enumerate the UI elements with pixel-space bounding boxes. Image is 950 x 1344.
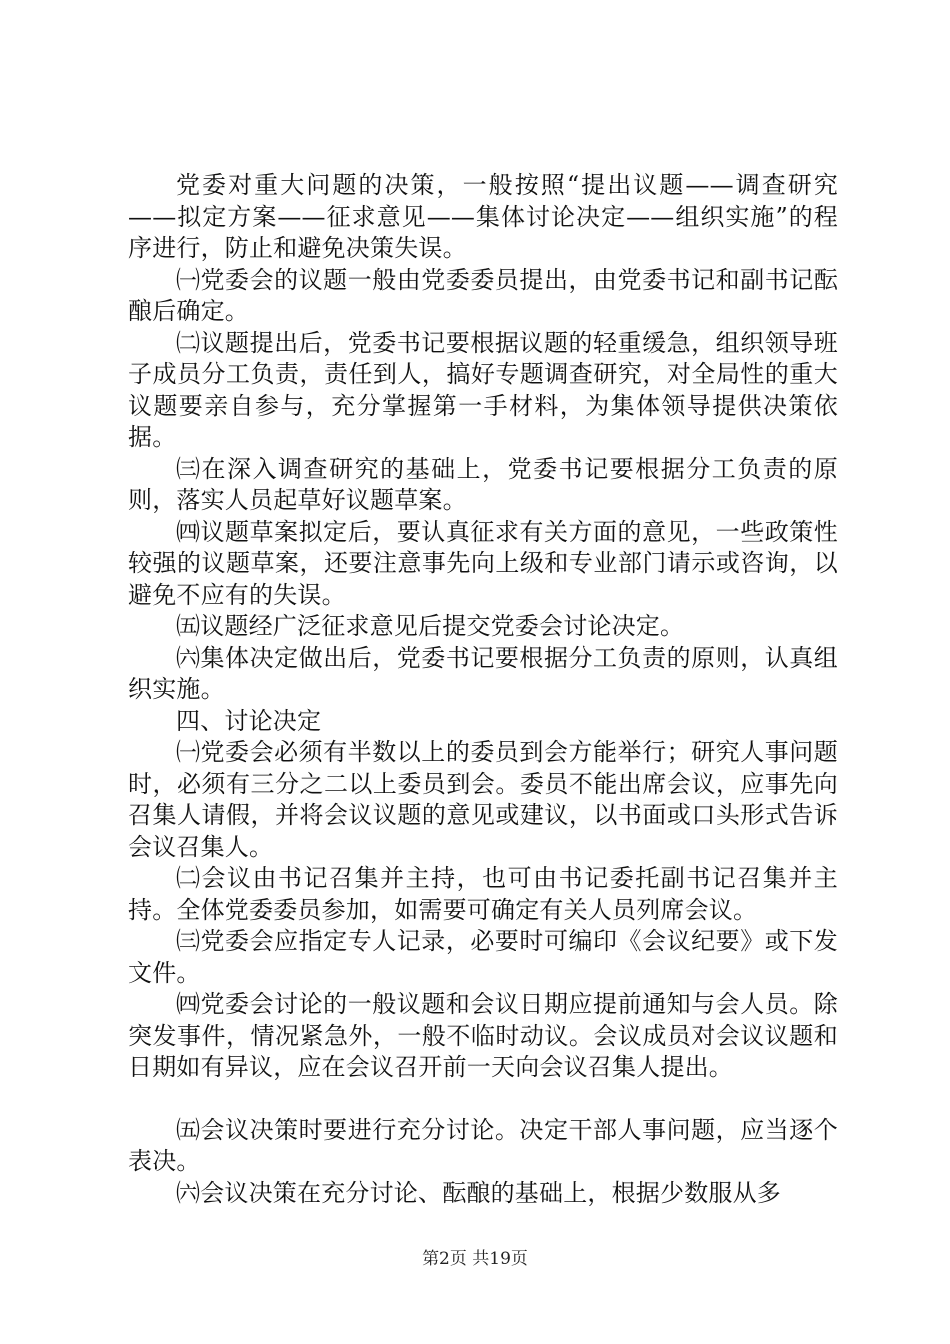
paragraph: ㈡会议由书记召集并主持，也可由书记委托副书记召集并主持。全体党委委员参加，如需要可确定有关人员列席会议。 bbox=[128, 864, 838, 924]
document-body bbox=[128, 170, 838, 1209]
paragraph: 党委对重大问题的决策，一般按照“提出议题——调查研究——拟定方案——征求意见——集体讨论决定——组织实施”的程序进行，防止和避免决策失误。 bbox=[128, 171, 838, 262]
paragraph: ㈢在深入调查研究的基础上，党委书记要根据分工负责的原则，落实人员起草好议题草案。 bbox=[128, 454, 838, 514]
paragraph: ㈣议题草案拟定后，要认真征求有关方面的意见，一些政策性较强的议题草案，还要注意事先向上级和专业部门请示或咨询，以避免不应有的失误。 bbox=[128, 517, 838, 609]
paragraph: ㈡议题提出后，党委书记要根据议题的轻重缓急，组织领导班子成员分工负责，责任到人，搞好专题调查研究，对全局性的重大议题要亲自参与，充分掌握第一手材料，为集体领导提供决策依据。 bbox=[128, 328, 838, 451]
paragraph: ㈢党委会应指定专人记录，必要时可编印《会议纪要》或下发文件。 bbox=[128, 927, 838, 987]
page-number-footer: 第2页 共19页 bbox=[422, 1249, 528, 1269]
paragraph: ㈠党委会必须有半数以上的委员到会方能举行；研究人事问题时，必须有三分之二以上委员到会。委员不能出席会议，应事先向召集人请假，并将会议议题的意见或建议，以书面或口头形式告诉会议召集人。 bbox=[128, 738, 838, 861]
section-heading: 四、讨论决定 bbox=[176, 706, 322, 735]
paragraph: ㈥集体决定做出后，党委书记要根据分工负责的原则，认真组织实施。 bbox=[128, 643, 838, 703]
paragraph: ㈠党委会的议题一般由党委委员提出，由党委书记和副书记酝酿后确定。 bbox=[128, 265, 838, 325]
paragraph: ㈤议题经广泛征求意见后提交党委会讨论决定。 bbox=[176, 612, 685, 640]
paragraph: ㈤会议决策时要进行充分讨论。决定干部人事问题，应当逐个表决。 bbox=[128, 1115, 838, 1175]
paragraph: ㈥会议决策在充分讨论、酝酿的基础上，根据少数服从多 bbox=[176, 1178, 781, 1207]
paragraph: ㈣党委会讨论的一般议题和会议日期应提前通知与会人员。除突发事件，情况紧急外，一般不临时动议。会议成员对会议议题和日期如有异议，应在会议召开前一天向会议召集人提出。 bbox=[128, 990, 838, 1081]
